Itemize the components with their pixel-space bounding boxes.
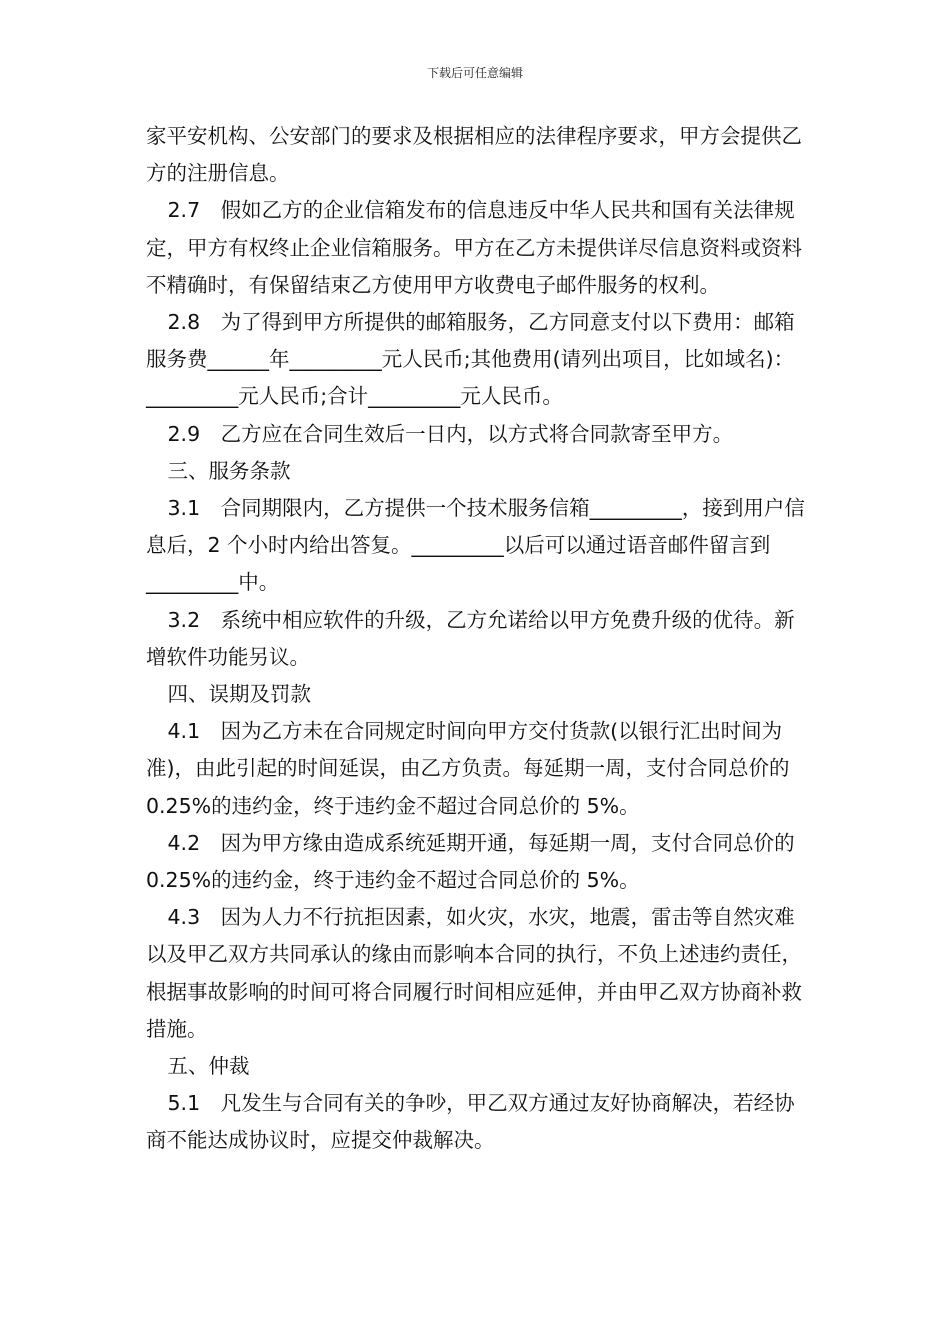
paragraph-5-1: 5.1 凡发生与合同有关的争吵，甲乙双方通过友好协商解决，若经协商不能达成协议时，应提交仲裁解决。 xyxy=(146,1091,795,1153)
page-header: 下载后可任意编辑 xyxy=(426,66,523,80)
paragraph-2-6-cont: 家平安机构、公安部门的要求及根据相应的法律程序要求，甲方会提供乙方的注册信息。 xyxy=(146,124,802,186)
paragraph-4-1: 4.1 因为乙方未在合同规定时间向甲方交付货款(以银行汇出时间为准)，由此引起的时间延误，由乙方负责。每延期一周，支付合同总价的 0.25%的违约金，终于违约金不超过合同总价的 5%。 xyxy=(146,719,790,818)
paragraph-2-9: 2.9 乙方应在合同生效后一日内，以方式将合同款寄至甲方。 xyxy=(167,421,734,446)
paragraph-2-8: 2.8 为了得到甲方所提供的邮箱服务，乙方同意支付以下费用：邮箱服务费______年_________元人民币;其他费用(请列出项目，比如域名)：_________元人民币;合计_________元人民币。 xyxy=(146,310,795,409)
section-heading-3: 三、服务条款 xyxy=(167,458,291,483)
paragraph-4-3: 4.3 因为人力不行抗拒因素，如火灾，水灾，地震，雷击等自然灾难以及甲乙双方共同承认的缘由而影响本合同的执行，不负上述违约责任，根据事故影响的时间可将合同履行时间相应延伸，并由甲乙双方协商补救措施。 xyxy=(146,905,802,1041)
paragraph-4-2: 4.2 因为甲方缘由造成系统延期开通，每延期一周，支付合同总价的 0.25%的违约金，终于违约金不超过合同总价的 5%。 xyxy=(146,830,795,893)
document-body xyxy=(146,118,810,1160)
paragraph-2-7: 2.7 假如乙方的企业信箱发布的信息违反中华人民共和国有关法律规定，甲方有权终止企业信箱服务。甲方在乙方未提供详尽信息资料或资料不精确时，有保留结束乙方使用甲方收费电子邮件服务的权利。 xyxy=(146,198,802,297)
section-heading-5: 五、仲裁 xyxy=(167,1054,250,1079)
section-heading-4: 四、误期及罚款 xyxy=(167,682,312,707)
paragraph-3-1: 3.1 合同期限内，乙方提供一个技术服务信箱_________，接到用户信息后，2 个小时内给出答复。_________以后可以通过语音邮件留言到_________中。 xyxy=(146,496,805,595)
paragraph-3-2: 3.2 系统中相应软件的升级，乙方允诺给以甲方免费升级的优待。新增软件功能另议。 xyxy=(146,607,795,669)
